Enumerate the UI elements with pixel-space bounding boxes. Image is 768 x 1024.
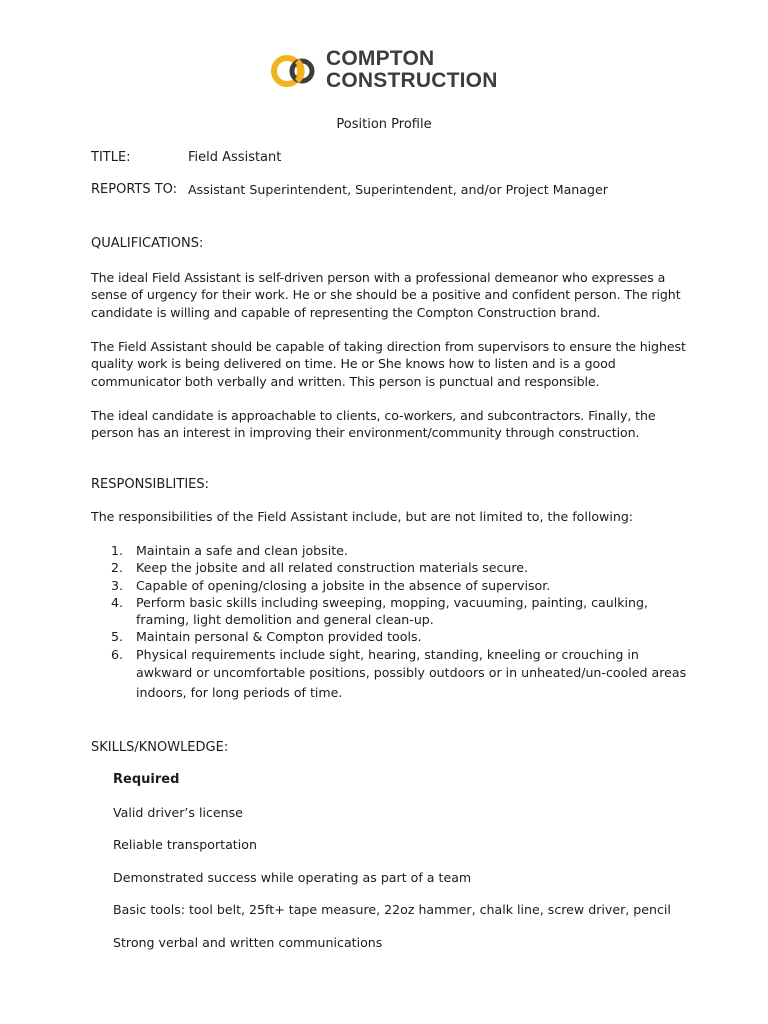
list-number: 2.: [111, 560, 124, 576]
qualifications-heading: QUALIFICATIONS:: [91, 236, 204, 251]
paragraph-line: person has an interest in improving their environment/community through construction.: [91, 425, 640, 441]
list-number: 6.: [111, 646, 124, 662]
skills-heading: SKILLS/KNOWLEDGE:: [91, 740, 229, 755]
list-item-text: framing, light demolition and general clean-up.: [136, 612, 434, 628]
list-item-text: Capable of opening/closing a jobsite in the absence of supervisor.: [136, 577, 551, 593]
logo-line-1: COMPTON: [326, 47, 435, 70]
logo-line-2: CONSTRUCTION: [326, 69, 498, 92]
logo-mark-icon: [270, 52, 318, 90]
reports-to-value: Assistant Superintendent, Superintendent, and/or Project Manager: [188, 182, 608, 197]
title-value: Field Assistant: [188, 150, 282, 165]
list-number: 1.: [111, 543, 124, 558]
list-item-text: awkward or uncomfortable positions, possibly outdoors or in unheated/un-cooled areas: [136, 665, 687, 681]
responsibilities-list: [111, 542, 686, 703]
paragraph-line: The Field Assistant should be capable of taking direction from supervisors to ensure the highest: [91, 339, 686, 354]
list-number: 3.: [111, 577, 124, 593]
title-label: TITLE:: [91, 150, 131, 165]
paragraph-line: communicator both verbally and written. This person is punctual and responsible.: [91, 373, 600, 389]
list-item: [111, 646, 686, 703]
required-subheading: Required: [113, 772, 180, 787]
paragraph-line: The ideal Field Assistant is self-driven person with a professional demeanor who expresses a: [91, 270, 666, 285]
paragraph-line: candidate is willing and capable of representing the Compton Construction brand.: [91, 304, 601, 320]
list-item-text: Perform basic skills including sweeping, mopping, vacuuming, painting, caulking,: [136, 594, 648, 610]
company-logo: [270, 48, 510, 94]
list-item-text: Keep the jobsite and all related construction materials secure.: [136, 560, 529, 576]
skill-item: Demonstrated success while operating as part of a team: [113, 870, 472, 885]
list-number: 5.: [111, 629, 124, 645]
skill-item: Basic tools: tool belt, 25ft+ tape measure, 22oz hammer, chalk line, screw driver, pencil: [113, 902, 671, 917]
reports-to-label: REPORTS TO:: [91, 182, 178, 197]
responsibilities-intro: The responsibilities of the Field Assistant include, but are not limited to, the following:: [91, 509, 634, 524]
paragraph-line: quality work is being delivered on time. He or She knows how to listen and is a good: [91, 356, 616, 372]
skill-item: Valid driver’s license: [113, 805, 243, 820]
document-title: Position Profile: [336, 117, 432, 132]
qualifications-paragraph-3: [91, 407, 691, 442]
paragraph-line: sense of urgency for their work. He or she should be a positive and confident person. The right: [91, 287, 681, 303]
logo-wordmark: [326, 48, 498, 92]
responsibilities-heading: RESPONSIBLITIES:: [91, 477, 209, 492]
list-item: [111, 628, 686, 645]
list-item-text: indoors, for long periods of time.: [136, 685, 343, 701]
list-item: [111, 559, 686, 576]
paragraph-line: The ideal candidate is approachable to clients, co-workers, and subcontractors. Finally, the: [91, 408, 656, 423]
list-item-text: Physical requirements include sight, hearing, standing, kneeling or crouching in: [136, 646, 639, 662]
list-item-text: Maintain personal & Compton provided tools.: [136, 629, 422, 645]
skill-item: Reliable transportation: [113, 837, 257, 852]
list-item: [111, 577, 686, 594]
skill-item: Strong verbal and written communications: [113, 935, 383, 950]
list-item: [111, 594, 686, 629]
qualifications-paragraph-2: [91, 338, 691, 390]
list-number: 4.: [111, 594, 124, 610]
list-item-text: Maintain a safe and clean jobsite.: [136, 543, 348, 558]
list-item: [111, 542, 686, 559]
qualifications-paragraph-1: [91, 269, 691, 321]
